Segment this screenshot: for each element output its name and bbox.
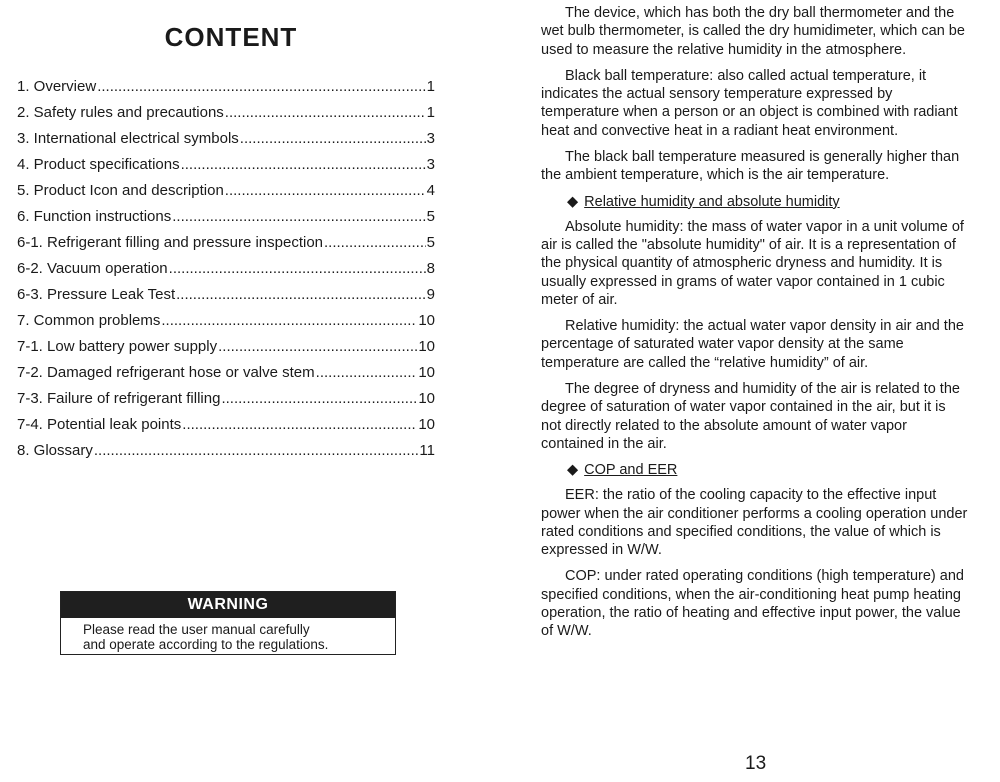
toc-item: [17, 78, 435, 104]
toc-item-page: 3: [426, 156, 435, 173]
paragraph-absolute-humidity: Absolute humidity: the mass of water vapor in a unit volume of air is called the "absolute humidity" of air. It is a representation of the physical quantity of atmospheric dryness and humidity. It is usually expressed in grams of water vapor contained in 1 cubic meter of air.: [541, 218, 964, 308]
toc-leader-dots: [181, 156, 426, 173]
toc-item: [17, 104, 435, 130]
toc-item-page: 5: [426, 208, 435, 225]
toc-item-label: 2. Safety rules and precautions: [17, 104, 224, 121]
warning-line-2: and operate according to the regulations.: [83, 637, 329, 652]
toc-leader-dots: [176, 286, 426, 303]
warning-box: [60, 591, 396, 655]
toc-item-label: 6-2. Vacuum operation: [17, 260, 168, 277]
toc-item-page: 3: [426, 130, 435, 147]
toc-item: [17, 364, 435, 390]
paragraph-dryness-degree: The degree of dryness and humidity of the air is related to the degree of saturation of water vapor contained in the air, but it is not directly related to the absolute amount of water vapor contained in the air.: [541, 381, 960, 452]
section-heading-humidity-text: Relative humidity and absolute humidity: [584, 193, 840, 210]
toc-item-label: 7-2. Damaged refrigerant hose or valve stem: [17, 364, 315, 381]
content-title: CONTENT: [164, 22, 298, 52]
toc-leader-dots: [97, 78, 425, 95]
toc-item-page: 4: [426, 182, 435, 199]
toc-item-page: 10: [418, 416, 435, 433]
warning-line-1: Please read the user manual carefully: [83, 622, 310, 637]
paragraph-cop: COP: under rated operating conditions (high temperature) and specified conditions, when the air-conditioning heat pump heating operation, the ratio of heating and effective input power, the value of W/W.: [541, 568, 964, 640]
toc-item: [17, 208, 435, 234]
toc-item-label: 5. Product Icon and description: [17, 182, 224, 199]
toc-leader-dots: [172, 208, 425, 225]
section-heading-cop-eer-text: COP and EER: [584, 462, 678, 479]
toc-item: [17, 260, 435, 286]
section-heading-cop-eer: [567, 461, 969, 479]
page-number: 13: [745, 753, 767, 774]
toc-item: [17, 234, 435, 260]
toc-leader-dots: [221, 390, 417, 407]
toc-item: [17, 442, 435, 468]
toc-item: [17, 182, 435, 208]
toc-item-page: 1: [426, 104, 435, 121]
toc-item: [17, 338, 435, 364]
paragraph-eer: EER: the ratio of the cooling capacity to the effective input power when the air conditioner performs a cooling operation under rated conditions and specified conditions, the value of which is expressed in W/W.: [541, 487, 968, 559]
toc-item-page: 1: [426, 78, 435, 95]
toc-item-label: 7-4. Potential leak points: [17, 416, 182, 433]
toc-item-label: 7. Common problems: [17, 312, 161, 329]
toc-item-label: 3. International electrical symbols: [17, 130, 239, 147]
toc-item-label: 8. Glossary: [17, 442, 93, 459]
toc-item: [17, 390, 435, 416]
paragraph-relative-humidity: Relative humidity: the actual water vapor density in air and the percentage of saturated water vapor density at the same temperature are called the “relative humidity” of air.: [541, 318, 964, 371]
toc-item: [17, 286, 435, 312]
toc-item-label: 6-3. Pressure Leak Test: [17, 286, 176, 303]
toc-leader-dots: [225, 182, 426, 199]
section-heading-humidity: [567, 193, 969, 211]
toc-item-label: 7-3. Failure of refrigerant filling: [17, 390, 221, 407]
toc-leader-dots: [169, 260, 426, 277]
toc-item-page: 10: [418, 338, 435, 355]
toc-item-page: 10: [418, 390, 435, 407]
toc-item: [17, 416, 435, 442]
toc-item-label: 6. Function instructions: [17, 208, 172, 225]
paragraph-black-ball-comparison: The black ball temperature measured is generally higher than the ambient temperature, which is the air temperature.: [541, 149, 960, 184]
toc-leader-dots: [324, 234, 426, 251]
toc-item-page: 8: [426, 260, 435, 277]
toc-item: [17, 130, 435, 156]
toc-leader-dots: [218, 338, 417, 355]
paragraph-black-ball-temperature: Black ball temperature: also called actual temperature, it indicates the actual sensory temperature expressed by temperature when a person or an object is combined with radiant heat and convective heat in a radiant heat environment.: [541, 67, 958, 139]
toc-leader-dots: [161, 312, 417, 329]
toc-leader-dots: [94, 442, 419, 459]
toc-item-page: 10: [418, 312, 435, 329]
table-of-contents: [17, 78, 435, 468]
diamond-bullet-icon: ◆: [567, 193, 579, 210]
toc-item: [17, 156, 435, 182]
toc-item-page: 10: [418, 364, 435, 381]
toc-item-page: 9: [426, 286, 435, 303]
toc-item-label: 1. Overview: [17, 78, 97, 95]
toc-leader-dots: [240, 130, 426, 147]
toc-item-page: 11: [419, 442, 435, 459]
warning-text: [61, 618, 395, 652]
toc-item-label: 7-1. Low battery power supply: [17, 338, 218, 355]
toc-item-label: 6-1. Refrigerant filling and pressure inspection: [17, 234, 323, 251]
diamond-bullet-icon: ◆: [567, 462, 579, 479]
toc-leader-dots: [182, 416, 417, 433]
warning-title: WARNING: [61, 592, 395, 618]
glossary-column: [541, 4, 969, 649]
toc-leader-dots: [316, 364, 418, 381]
toc-leader-dots: [225, 104, 426, 121]
toc-item: [17, 312, 435, 338]
toc-item-label: 4. Product specifications: [17, 156, 180, 173]
paragraph-dry-humidimeter: The device, which has both the dry ball thermometer and the wet bulb thermometer, is called the dry humidimeter, which can be used to measure the relative humidity in the atmosphere.: [541, 5, 965, 58]
toc-item-page: 5: [426, 234, 435, 251]
